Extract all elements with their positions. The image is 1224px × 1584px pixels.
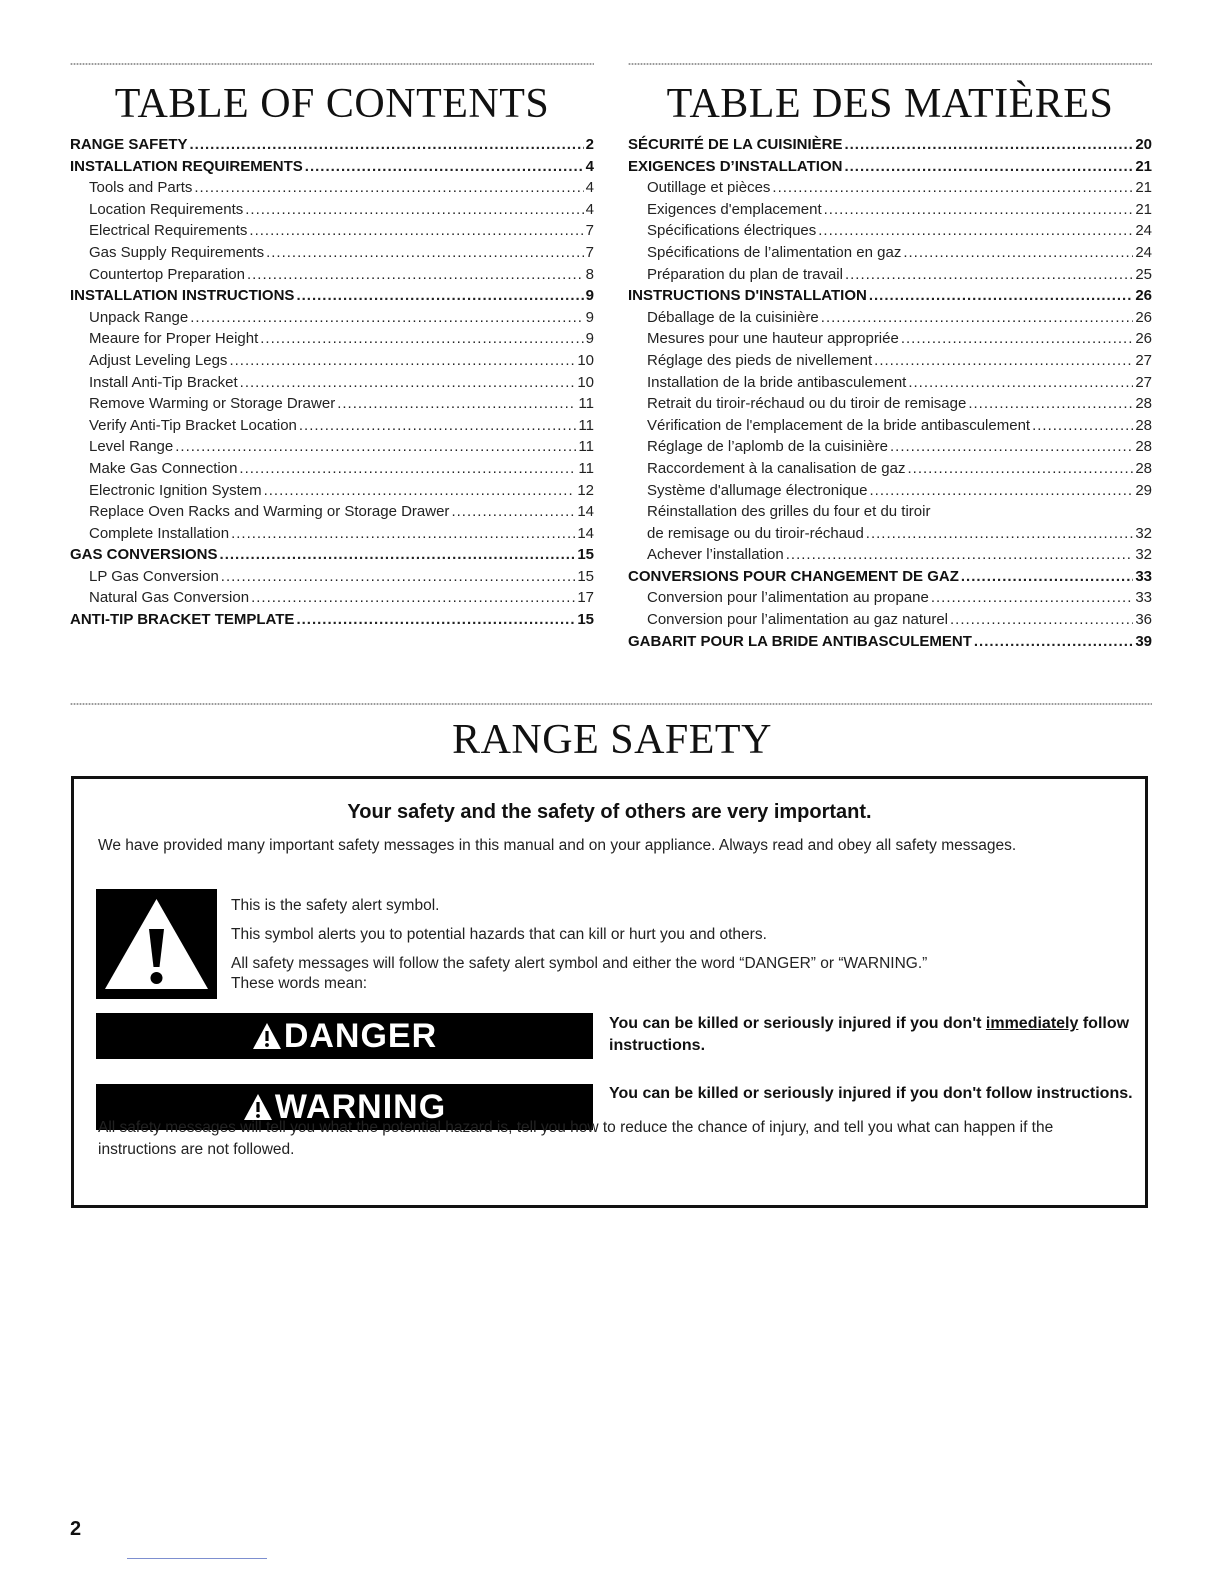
toc-leader-dots <box>245 201 583 218</box>
section-divider <box>70 702 1152 706</box>
toc-entry-label: Réinstallation des grilles du four et du tiroir <box>647 503 931 521</box>
toc-entry[interactable] <box>628 611 1152 633</box>
toc-entry-page: 33 <box>1135 589 1152 607</box>
top-divider-right <box>628 62 1152 66</box>
toc-entry[interactable] <box>628 568 1152 590</box>
toc-leader-dots <box>818 222 1133 239</box>
toc-entry-page: 10 <box>577 373 594 391</box>
danger-word: DANGER <box>283 1016 438 1055</box>
toc-entry-label: GABARIT POUR LA BRIDE ANTIBASCULEMENT <box>628 632 972 650</box>
toc-leader-dots <box>240 374 576 391</box>
toc-leader-dots <box>247 266 584 283</box>
toc-entry-page: 10 <box>577 351 594 369</box>
toc-entry[interactable] <box>628 633 1152 655</box>
toc-entry-page: 28 <box>1135 416 1152 434</box>
toc-entry-label: CONVERSIONS POUR CHANGEMENT DE GAZ <box>628 567 959 585</box>
toc-entry[interactable] <box>70 525 594 547</box>
toc-entry[interactable] <box>628 546 1152 568</box>
toc-entry[interactable] <box>628 201 1152 223</box>
toc-entry-page: 9 <box>585 308 594 326</box>
toc-entry-page: 4 <box>585 200 594 218</box>
toc-entry-label: Conversion pour l’alimentation au propane <box>647 589 929 607</box>
toc-entry-page: 11 <box>578 416 594 434</box>
toc-entry-label: GAS CONVERSIONS <box>70 546 218 564</box>
toc-leader-dots <box>175 438 576 455</box>
toc-leader-dots <box>821 309 1134 326</box>
toc-entry-label: Unpack Range <box>89 308 189 326</box>
toc-entry-page: 9 <box>585 330 594 348</box>
toc-list <box>70 136 594 633</box>
danger-text-start: You can be killed or seriously injured if you don't <box>609 1015 986 1032</box>
toc-entry-page: 33 <box>1135 567 1152 585</box>
toc-entry[interactable] <box>70 201 594 223</box>
toc-leader-dots <box>190 309 583 326</box>
toc-entry[interactable] <box>70 158 594 180</box>
toc-entry-label: Conversion pour l’alimentation au gaz naturel <box>647 611 949 629</box>
toc-entry-page: 26 <box>1135 330 1152 348</box>
safety-box <box>71 776 1148 1208</box>
alert-line: All safety messages will follow the safety alert symbol and either the word “DANGER” or “WARNING.” <box>231 955 928 972</box>
toc-entry-page: 28 <box>1135 459 1152 477</box>
toc-entry-page: 26 <box>1135 287 1152 305</box>
toc-entry-page: 15 <box>577 567 594 585</box>
toc-entry-label: Install Anti-Tip Bracket <box>89 373 238 391</box>
danger-text-end: follow instructions. <box>609 1015 1130 1054</box>
toc-entry[interactable] <box>70 589 594 611</box>
danger-text <box>609 1013 1139 1057</box>
toc-entry[interactable] <box>70 417 594 439</box>
toc-leader-dots <box>869 287 1133 304</box>
toc-entry[interactable] <box>628 374 1152 396</box>
toc-entry-label: RANGE SAFETY <box>70 136 188 153</box>
toc-entry-page: 29 <box>1135 481 1152 499</box>
toc-entry-label: Countertop Preparation <box>89 265 245 283</box>
warning-word: WARNING <box>274 1087 447 1126</box>
toc-entry-page: 32 <box>1135 524 1152 542</box>
toc-title-fr: TABLE DES MATIÈRES <box>666 81 1114 127</box>
toc-leader-dots <box>903 244 1133 261</box>
toc-entry[interactable] <box>70 266 594 288</box>
toc-entry[interactable] <box>628 158 1152 180</box>
toc-entry[interactable] <box>70 395 594 417</box>
toc-entry-label: Electronic Ignition System <box>89 481 262 499</box>
toc-entry-page: 9 <box>585 287 594 305</box>
toc-entry[interactable] <box>70 287 594 309</box>
alert-explanation <box>231 897 1101 1004</box>
toc-leader-dots <box>772 179 1133 196</box>
page-number: 2 <box>70 1518 82 1540</box>
toc-entry-page: 21 <box>1135 179 1152 197</box>
range-safety-title: RANGE SAFETY <box>452 717 772 763</box>
toc-entry-label: Adjust Leveling Legs <box>89 351 228 369</box>
toc-entry-page: 21 <box>1135 200 1152 218</box>
toc-leader-dots <box>249 222 583 239</box>
toc-entry-label: Retrait du tiroir-réchaud ou du tiroir de remisage <box>647 395 967 413</box>
toc-entry-label: Réglage des pieds de nivellement <box>647 351 873 369</box>
warning-text: You can be killed or seriously injured if you don't follow instructions. <box>609 1085 1133 1102</box>
toc-entry-page: 12 <box>577 481 594 499</box>
toc-entry[interactable] <box>70 136 594 158</box>
toc-entry[interactable] <box>70 568 594 590</box>
toc-entry-page: 24 <box>1135 222 1152 240</box>
toc-entry-label: Vérification de l'emplacement de la bride antibasculement <box>647 416 1031 434</box>
toc-leader-dots <box>968 395 1133 412</box>
danger-text-emphasis: immediately <box>985 1015 1079 1032</box>
toc-entry-label: Replace Oven Racks and Warming or Storage Drawer <box>89 503 450 521</box>
toc-leader-dots <box>845 266 1133 283</box>
toc-entry[interactable] <box>70 374 594 396</box>
toc-entry-label: Raccordement à la canalisation de gaz <box>647 459 906 477</box>
toc-leader-dots <box>296 287 583 304</box>
toc-entry[interactable] <box>70 546 594 568</box>
toc-leader-dots <box>231 525 575 542</box>
toc-entry[interactable] <box>70 309 594 331</box>
toc-entry-page: 4 <box>585 157 594 175</box>
toc-entry[interactable] <box>70 330 594 352</box>
toc-entry-page: 7 <box>585 222 594 240</box>
toc-leader-dots <box>220 546 576 563</box>
toc-entry[interactable] <box>628 503 1152 525</box>
toc-entry[interactable] <box>70 244 594 266</box>
toc-entry-label: INSTALLATION REQUIREMENTS <box>70 157 303 175</box>
toc-entry-label: Complete Installation <box>89 524 230 542</box>
toc-entry-page: 32 <box>1135 546 1152 564</box>
toc-entry-page: 26 <box>1135 308 1152 326</box>
toc-leader-dots <box>824 201 1134 218</box>
toc-leader-dots <box>874 352 1133 369</box>
toc-entry[interactable] <box>628 287 1152 309</box>
toc-entry-page: 20 <box>1135 136 1152 153</box>
toc-entry[interactable] <box>628 482 1152 504</box>
alert-line: This symbol alerts you to potential hazards that can kill or hurt you and others. <box>231 926 767 943</box>
safety-alert-icon <box>96 889 217 999</box>
toc-entry-page: 14 <box>577 524 594 542</box>
toc-leader-dots <box>931 589 1133 606</box>
toc-entry[interactable] <box>628 460 1152 482</box>
toc-entry-label: Verify Anti-Tip Bracket Location <box>89 416 297 434</box>
alert-triangle-icon <box>252 1022 282 1050</box>
toc-entry[interactable] <box>628 438 1152 460</box>
toc-entry-page: 2 <box>585 136 594 153</box>
toc-leader-dots <box>1032 417 1133 434</box>
toc-entry-label: Remove Warming or Storage Drawer <box>89 395 336 413</box>
toc-entry-page: 36 <box>1135 611 1152 629</box>
toc-entry-page: 11 <box>578 395 594 413</box>
toc-entry[interactable] <box>70 503 594 525</box>
toc-entry-label: Installation de la bride antibasculement <box>647 373 907 391</box>
toc-entry-page: 4 <box>585 179 594 197</box>
toc-entry-label: Déballage de la cuisinière <box>647 308 819 326</box>
toc-entry[interactable] <box>628 266 1152 288</box>
safety-outro: All safety messages will tell you what the potential hazard is, tell you how to reduce the chance of injury, and tell you what can happen if the instructions are not followed. <box>98 1119 1054 1158</box>
toc-entry[interactable] <box>628 179 1152 201</box>
alert-line: This is the safety alert symbol. <box>231 897 440 914</box>
toc-entry[interactable] <box>628 352 1152 374</box>
toc-french <box>628 82 1152 654</box>
toc-leader-dots <box>296 611 575 628</box>
toc-leader-dots <box>866 525 1134 542</box>
toc-entry-label: Préparation du plan de travail <box>647 265 843 283</box>
toc-entry[interactable] <box>628 395 1152 417</box>
toc-leader-dots <box>305 158 584 175</box>
toc-entry-page: 27 <box>1135 373 1152 391</box>
toc-entry-page: 15 <box>577 546 594 564</box>
toc-entry-label: Réglage de l’aplomb de la cuisinière <box>647 438 888 456</box>
footer-rule <box>127 1558 267 1559</box>
toc-english <box>70 82 594 633</box>
toc-entry-label: ANTI-TIP BRACKET TEMPLATE <box>70 611 295 629</box>
toc-leader-dots <box>908 460 1134 477</box>
toc-entry[interactable] <box>70 352 594 374</box>
toc-entry[interactable] <box>628 330 1152 352</box>
toc-entry-page: 11 <box>578 438 594 456</box>
toc-entry-page: 28 <box>1135 438 1152 456</box>
toc-leader-dots <box>786 546 1134 563</box>
toc-entry-label: INSTALLATION INSTRUCTIONS <box>70 287 295 305</box>
toc-entry-label: Tools and Parts <box>89 179 193 197</box>
toc-entry-page: 8 <box>585 265 594 283</box>
top-divider-left <box>70 62 594 66</box>
toc-entry[interactable] <box>628 525 1152 547</box>
toc-entry[interactable] <box>70 482 594 504</box>
toc-entry-page: 24 <box>1135 243 1152 261</box>
toc-leader-dots <box>974 633 1133 650</box>
toc-entry-label: LP Gas Conversion <box>89 567 219 585</box>
toc-entry-page: 7 <box>585 243 594 261</box>
toc-entry-label: SÉCURITÉ DE LA CUISINIÈRE <box>628 136 843 153</box>
toc-entry-label: INSTRUCTIONS D'INSTALLATION <box>628 287 867 305</box>
toc-title: TABLE OF CONTENTS <box>114 81 550 127</box>
toc-leader-dots <box>961 568 1133 585</box>
toc-leader-dots <box>299 417 577 434</box>
toc-entry-page: 21 <box>1135 157 1152 175</box>
toc-entry-label: Spécifications de l’alimentation en gaz <box>647 243 902 261</box>
toc-leader-dots <box>337 395 576 412</box>
toc-leader-dots <box>870 482 1134 499</box>
toc-entry-label: Système d'allumage électronique <box>647 481 868 499</box>
toc-entry-page: 14 <box>577 503 594 521</box>
toc-leader-dots <box>908 374 1133 391</box>
toc-entry-label: Mesures pour une hauteur appropriée <box>647 330 899 348</box>
toc-entry-page: 17 <box>577 589 594 607</box>
toc-entry-label: Exigences d'emplacement <box>647 200 822 218</box>
toc-entry-label: EXIGENCES D’INSTALLATION <box>628 157 843 175</box>
toc-entry-label: Gas Supply Requirements <box>89 243 265 261</box>
toc-leader-dots <box>844 136 1133 153</box>
safety-heading: Your safety and the safety of others are very important. <box>347 801 872 823</box>
toc-leader-dots <box>229 352 575 369</box>
toc-entry-page: 25 <box>1135 265 1152 283</box>
danger-banner <box>96 1013 593 1059</box>
toc-entry-page: 27 <box>1135 351 1152 369</box>
toc-entry-label: Level Range <box>89 438 174 456</box>
toc-entry-label: Outillage et pièces <box>647 179 771 197</box>
toc-entry-label: Achever l’installation <box>647 546 784 564</box>
toc-leader-dots <box>950 611 1133 628</box>
toc-leader-dots <box>194 179 583 196</box>
toc-list-fr <box>628 136 1152 654</box>
toc-entry[interactable] <box>628 222 1152 244</box>
alert-line: These words mean: <box>231 975 368 992</box>
toc-leader-dots <box>264 482 576 499</box>
toc-leader-dots <box>239 460 576 477</box>
toc-entry-label: Natural Gas Conversion <box>89 589 250 607</box>
toc-entry-label: Electrical Requirements <box>89 222 248 240</box>
safety-intro: We have provided many important safety messages in this manual and on your appliance. Always read and obey all safety messages. <box>98 837 1017 854</box>
toc-entry-page: 11 <box>578 459 594 477</box>
toc-entry[interactable] <box>70 611 594 633</box>
toc-entry-page: 28 <box>1135 395 1152 413</box>
toc-entry[interactable] <box>70 460 594 482</box>
toc-entry[interactable] <box>628 589 1152 611</box>
toc-entry[interactable] <box>628 136 1152 158</box>
toc-entry-page: 39 <box>1135 632 1152 650</box>
toc-leader-dots <box>451 503 575 520</box>
toc-leader-dots <box>260 330 583 347</box>
toc-entry[interactable] <box>70 438 594 460</box>
toc-entry[interactable] <box>628 244 1152 266</box>
toc-entry-page: 15 <box>577 611 594 629</box>
toc-leader-dots <box>844 158 1133 175</box>
toc-leader-dots <box>221 568 576 585</box>
toc-entry-label: Meaure for Proper Height <box>89 330 259 348</box>
toc-entry[interactable] <box>70 179 594 201</box>
toc-entry[interactable] <box>628 417 1152 439</box>
toc-entry-label: Make Gas Connection <box>89 459 238 477</box>
toc-entry[interactable] <box>628 309 1152 331</box>
toc-entry[interactable] <box>70 222 594 244</box>
toc-leader-dots <box>251 589 575 606</box>
toc-entry-label: de remisage ou du tiroir-réchaud <box>647 524 864 542</box>
toc-entry-label: Spécifications électriques <box>647 222 817 240</box>
toc-leader-dots <box>890 438 1133 455</box>
toc-leader-dots <box>266 244 584 261</box>
toc-entry-label: Location Requirements <box>89 200 244 218</box>
toc-leader-dots <box>190 136 584 153</box>
toc-leader-dots <box>901 330 1133 347</box>
